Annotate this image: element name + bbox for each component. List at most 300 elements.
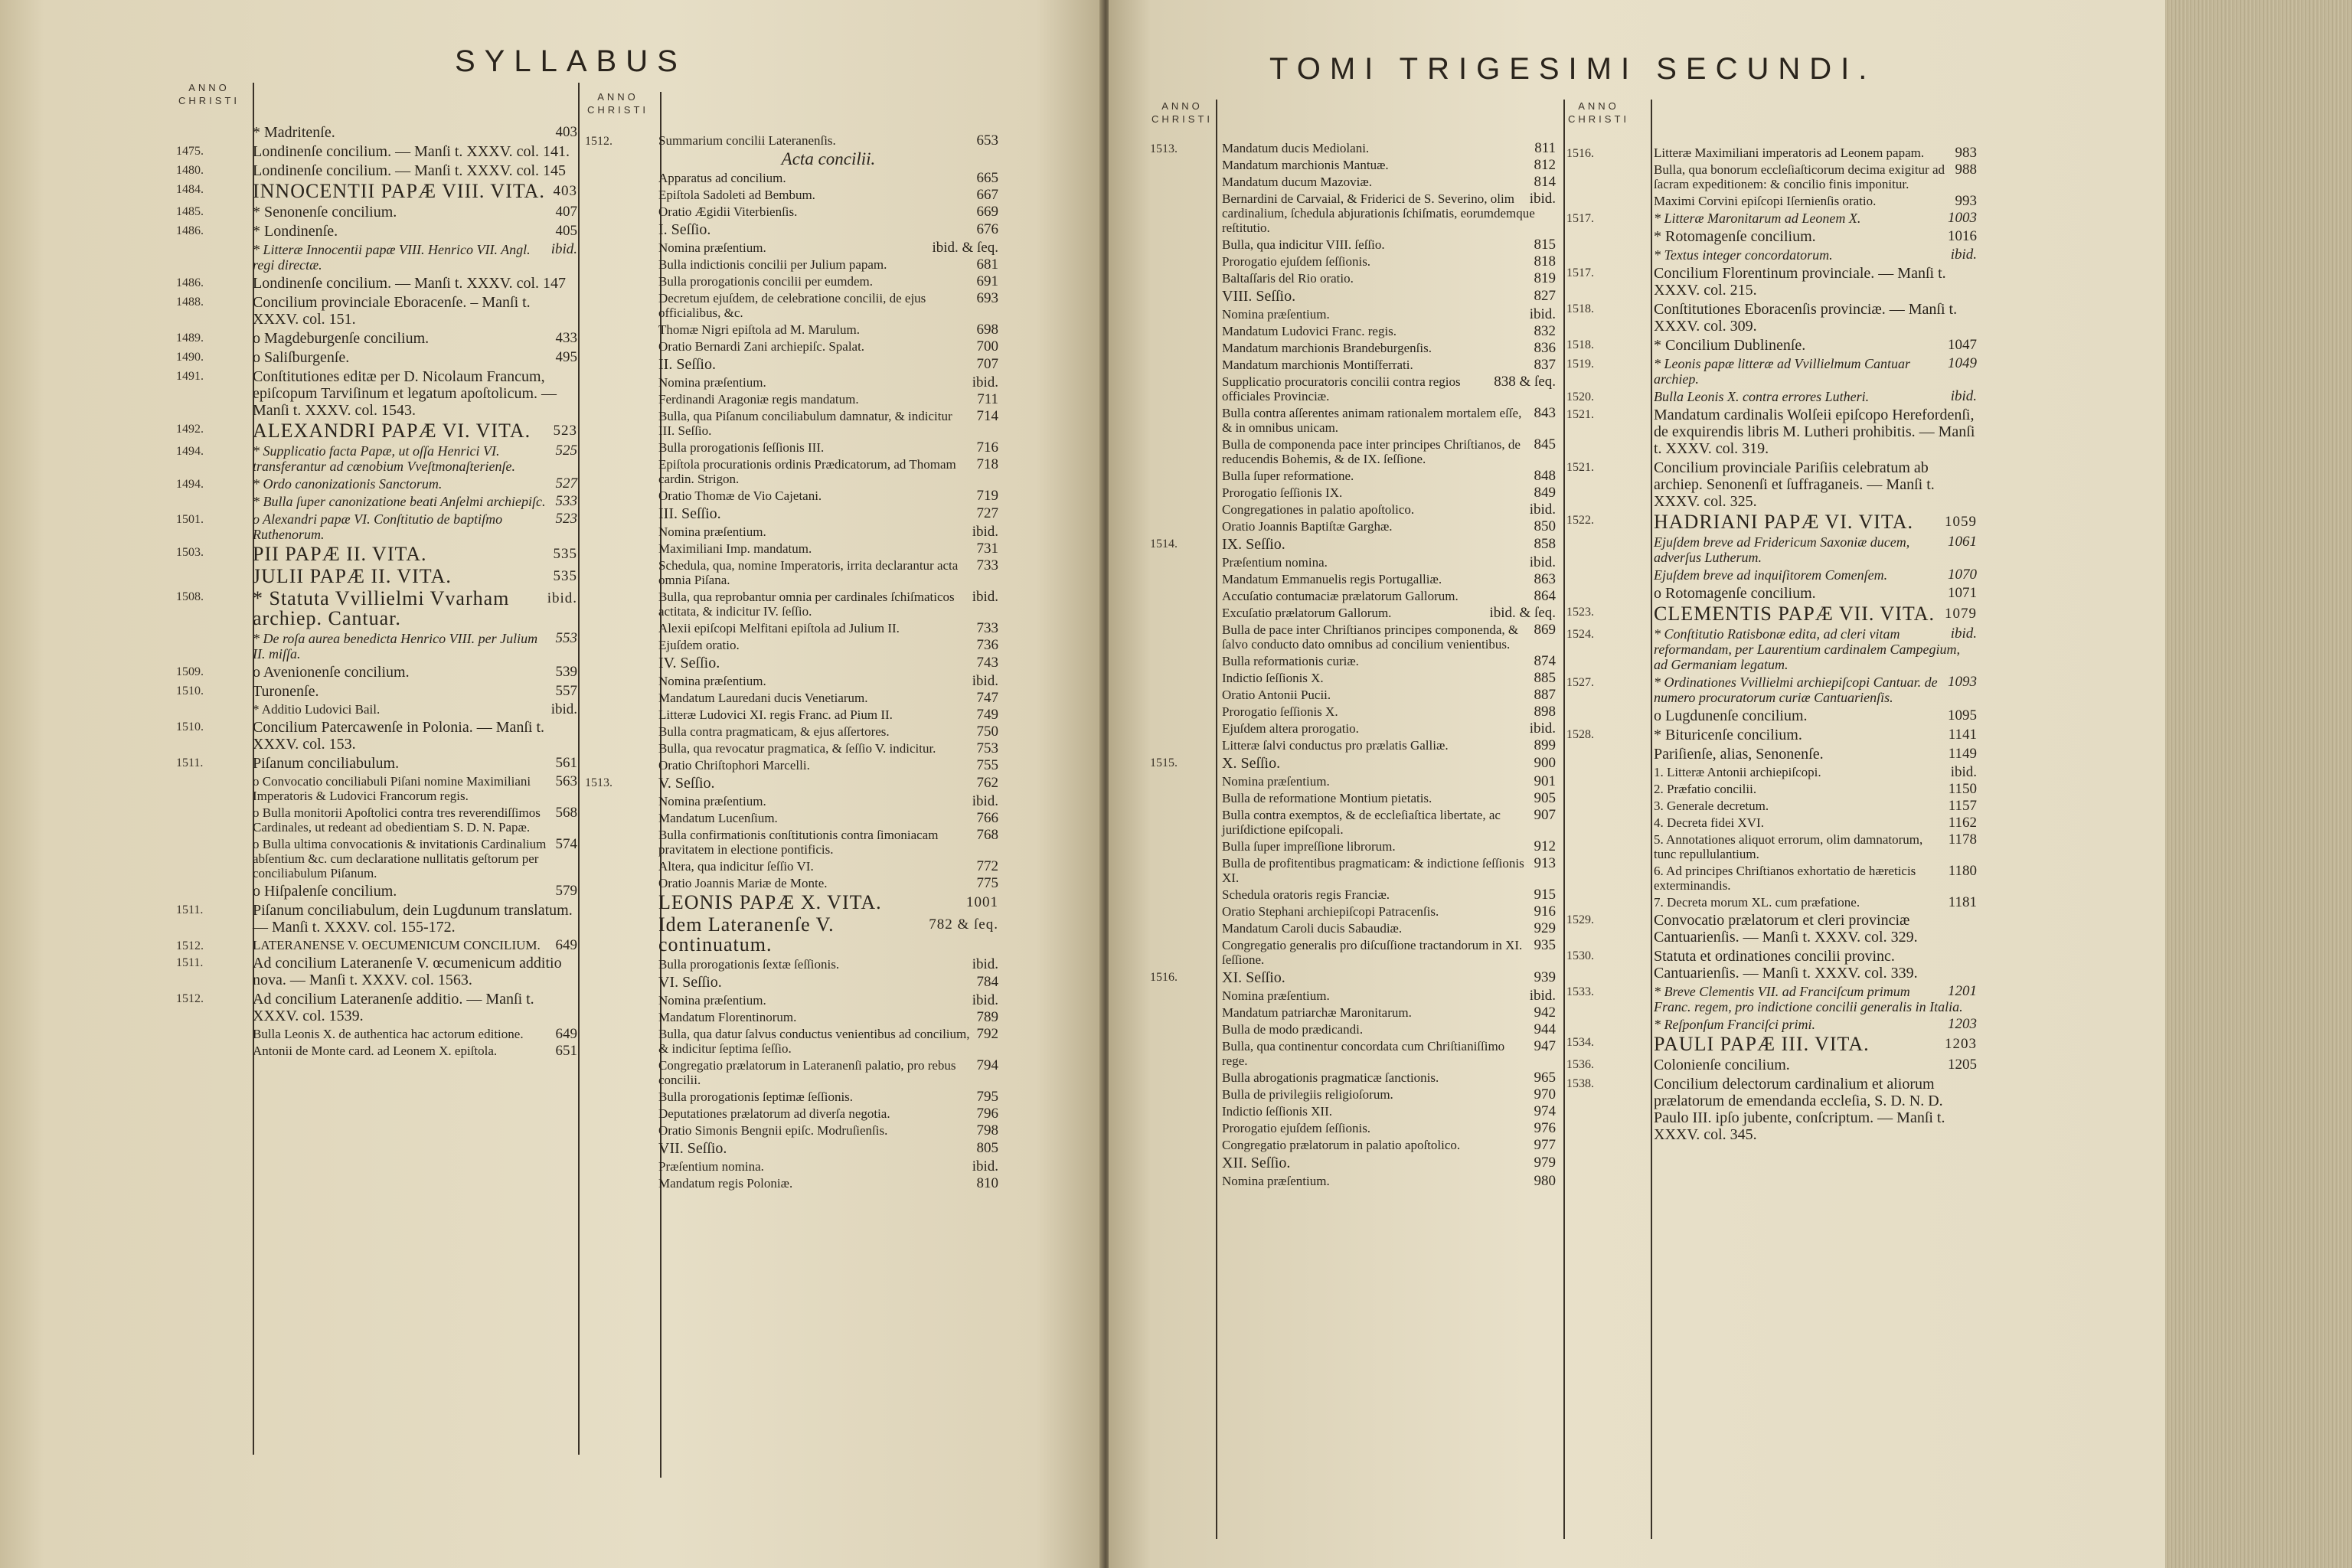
entry-text: [1222, 1005, 1556, 1020]
entry-text: [1222, 721, 1556, 736]
entry-page-number: ibid.: [1950, 764, 1977, 780]
entry-year: 1485.: [176, 205, 204, 218]
entry-label: Conſtitutiones editæ per D. Nicolaum Francum, epiſcopum Tarviſinum et legatum apoſtolicum. — Manſi t. XXXV. col. 1543.: [253, 368, 557, 419]
index-entry: [1566, 534, 1977, 565]
entry-text: [253, 631, 577, 662]
entry-page-number: 743: [976, 655, 998, 671]
entry-year: 1527.: [1566, 676, 1594, 689]
entry-page-number: 805: [976, 1140, 998, 1156]
entry-label: * Ordinationes Vvillielmi archiepiſcopi Cantuar. de numero procuratorum curiæ Cantuarienſis.: [1654, 675, 1938, 705]
index-entry: [585, 257, 998, 272]
entry-page-number: ibid.: [1950, 626, 1977, 642]
entry-label: PII PAPÆ II. VITA.: [253, 543, 427, 565]
entry-label: 2. Præfatio concilii.: [1654, 782, 1757, 796]
entry-text: [253, 275, 577, 292]
index-entry: [176, 755, 577, 772]
index-entry: [1566, 815, 1977, 830]
index-entry: [1150, 1039, 1556, 1068]
entry-page-number: 1157: [1948, 798, 1977, 814]
entry-label: * Londinenſe.: [253, 223, 338, 240]
index-entry: [585, 339, 998, 354]
entry-year: 1521.: [1566, 461, 1594, 474]
entry-label: Congregatio generalis pro diſcuſſione tractandorum in XI. ſeſſione.: [1222, 938, 1523, 967]
entry-page-number: 979: [1534, 1155, 1556, 1171]
entry-label: IX. Seſſio.: [1222, 536, 1285, 553]
entry-page-number: 1180: [1948, 863, 1977, 879]
index-entry: [1566, 247, 1977, 263]
entry-text: [658, 440, 998, 455]
index-entry: [1566, 675, 1977, 705]
entry-text: [1654, 765, 1977, 779]
entry-year: 1511.: [176, 903, 204, 916]
index-entry: [1150, 721, 1556, 736]
entry-year: 1517.: [1566, 212, 1594, 225]
entry-text: [1654, 145, 1977, 160]
entry-text: [253, 162, 577, 179]
entry-page-number: 836: [1534, 340, 1556, 356]
entry-page-number: ibid.: [550, 241, 577, 257]
entry-year: 1510.: [176, 684, 204, 697]
entry-label: * Senonenſe concilium.: [253, 204, 397, 220]
entry-label: 1. Litteræ Antonii archiepiſcopi.: [1654, 765, 1821, 779]
entry-text: [1222, 158, 1556, 172]
entry-text: [1222, 502, 1556, 517]
entry-page-number: 874: [1534, 653, 1556, 669]
entry-label: Præſentium nomina.: [1222, 555, 1328, 570]
entry-text: [1222, 654, 1556, 668]
index-entry: [1566, 512, 1977, 532]
entry-label: Bulla ſuper reformatione.: [1222, 469, 1354, 483]
entry-label: VIII. Seſſio.: [1222, 288, 1296, 305]
entry-page-number: 832: [1534, 323, 1556, 339]
entry-page-number: 885: [1534, 670, 1556, 686]
entry-page-number: 900: [1534, 755, 1556, 771]
index-entry: [176, 955, 577, 988]
entry-text: [1654, 864, 1977, 893]
index-entry: [585, 974, 998, 991]
entry-page-number: 407: [555, 204, 577, 220]
entry-label: Supplicatio procuratoris concilii contra regios officiales Provinciæ.: [1222, 374, 1461, 403]
entry-page-number: 733: [976, 557, 998, 573]
entry-label: Mandatum Lucenſium.: [658, 811, 778, 825]
index-entry: [1566, 912, 1977, 946]
entry-page-number: 845: [1534, 436, 1556, 452]
index-entry: [1150, 158, 1556, 172]
index-entry: [176, 883, 577, 900]
entry-label: Baltaſſaris del Rio oratio.: [1222, 271, 1354, 286]
entry-label: Prorogatio ſeſſionis IX.: [1222, 485, 1343, 500]
entry-label: Epiſtola Sadoleti ad Bembum.: [658, 188, 815, 202]
index-entry: [1150, 606, 1556, 620]
entry-label: Mandatum marchionis Montiſferrati.: [1222, 358, 1413, 372]
anno-christi-label: ANNO CHRISTI: [587, 91, 648, 116]
entry-page-number: 863: [1534, 571, 1556, 587]
index-entry: [1566, 1017, 1977, 1032]
entry-page-number: 814: [1534, 174, 1556, 190]
index-entry: [1150, 1104, 1556, 1119]
index-entry: [585, 859, 998, 874]
entry-text: [658, 1010, 998, 1024]
entry-page-number: ibid. & ſeq.: [932, 240, 998, 256]
entry-label: Mandatum Ludovici Franc. regis.: [1222, 324, 1397, 338]
entry-text: [1654, 337, 1977, 354]
entry-text: [658, 505, 998, 522]
entry-label: * Statuta Vvillielmi Vvarham archiep. Cantuar.: [253, 587, 510, 629]
index-entry: [1150, 141, 1556, 155]
entry-text: [253, 124, 577, 141]
index-entry: [585, 274, 998, 289]
index-entry: [585, 541, 998, 556]
entry-label: Bulla contra pragmaticam, & ejus aſſertores.: [658, 724, 890, 739]
entry-page-number: 535: [553, 546, 577, 562]
entry-page-number: 1061: [1948, 534, 1977, 550]
entry-text: [658, 775, 998, 792]
entry-page-number: 568: [555, 805, 577, 821]
entry-label: * Textus integer concordatorum.: [1654, 247, 1833, 263]
entry-page-number: 1178: [1948, 831, 1977, 848]
entry-page-number: 993: [1955, 193, 1977, 209]
entry-text: [253, 567, 577, 586]
entry-label: PAULI PAPÆ III. VITA.: [1654, 1033, 1870, 1055]
entry-page-number: 533: [555, 493, 577, 509]
entry-text: [658, 1140, 998, 1157]
entry-text: [1222, 688, 1556, 702]
entry-label: Mandatum regis Poloniæ.: [658, 1176, 793, 1191]
anno-christi-label: ANNO CHRISTI: [1152, 100, 1213, 125]
entry-year: 1514.: [1150, 537, 1178, 550]
entry-text: [658, 724, 998, 739]
index-entry: [1566, 585, 1977, 602]
entry-page-number: 539: [555, 664, 577, 680]
entry-text: [1654, 567, 1977, 583]
index-entry: [1566, 407, 1977, 457]
entry-page-number: ibid.: [550, 701, 577, 717]
index-entry: [1150, 839, 1556, 854]
entry-label: o Rotomagenſe concilium.: [1654, 585, 1816, 602]
entry-page-number: 405: [555, 223, 577, 239]
entry-label: Concilium provinciale Eboracenſe. – Manſi t. XXXV. col. 151.: [253, 294, 531, 328]
entry-page-number: 1181: [1948, 894, 1977, 910]
index-entry: [585, 590, 998, 619]
entry-text: [658, 741, 998, 756]
entry-label: Thomæ Nigri epiſtola ad M. Marulum.: [658, 322, 860, 337]
entry-page-number: 755: [976, 757, 998, 773]
entry-page-number: 810: [976, 1175, 998, 1191]
entry-text: [1654, 228, 1977, 245]
entry-label: Deputationes prælatorum ad diverſa negotia.: [658, 1106, 890, 1121]
index-entry: [585, 674, 998, 688]
entry-text: [253, 511, 577, 542]
entry-label: Decretum ejuſdem, de celebratione concilii, de ejus officialibus, &c.: [658, 291, 926, 320]
index-entry: [585, 621, 998, 635]
entry-page-number: 869: [1534, 622, 1556, 638]
entry-page-number: 795: [976, 1089, 998, 1105]
entry-year: 1529.: [1566, 913, 1594, 926]
entry-text: [1222, 606, 1556, 620]
entry-text: [658, 457, 998, 486]
entry-year: 1516.: [1150, 971, 1178, 984]
index-entry: [585, 505, 998, 522]
index-entry: [585, 876, 998, 890]
entry-label: Bulla de componenda pace inter principes Chriſtianos, de reducendis Bohemis, & de IX. ſeſſione.: [1222, 437, 1521, 466]
entry-text: [253, 991, 577, 1024]
entry-label: Oratio Joannis Baptiſtæ Garghæ.: [1222, 519, 1393, 534]
entry-text: [1654, 265, 1977, 299]
index-entry: [1150, 1174, 1556, 1188]
index-entry: [1150, 469, 1556, 483]
index-entry: [1150, 938, 1556, 967]
entry-label: * Concilium Dublinenſe.: [1654, 337, 1806, 354]
index-entry: [176, 124, 577, 141]
entry-text: [1222, 358, 1556, 372]
entry-text: [1654, 1057, 1977, 1073]
entry-label: Londinenſe concilium. — Manſi t. XXXV. col. 145: [253, 162, 567, 179]
index-entry: [1150, 555, 1556, 570]
entry-page-number: ibid.: [1529, 988, 1556, 1004]
entry-text: [658, 188, 998, 202]
entry-label: Convocatio prælatorum et cleri provinciæ Cantuarienſis. — Manſi t. XXXV. col. 329.: [1654, 912, 1918, 946]
index-column: [1566, 145, 1977, 1145]
entry-text: [253, 664, 577, 681]
index-entry: [585, 758, 998, 773]
entry-text: [1222, 374, 1556, 403]
index-entry: [176, 294, 577, 328]
entry-text: [658, 221, 998, 238]
entry-label: Bulla Leonis X. contra errores Lutheri.: [1654, 389, 1870, 404]
entry-text: [1222, 969, 1556, 986]
index-entry: [176, 1044, 577, 1058]
entry-text: [1654, 194, 1977, 208]
entry-text: [1222, 1121, 1556, 1135]
entry-page-number: 912: [1534, 838, 1556, 854]
entry-page-number: 553: [555, 630, 577, 646]
entry-label: Bulla confirmationis conſtitutionis contra ſimoniacam pravitatem in electione pontificis.: [658, 828, 939, 857]
entry-page-number: 965: [1534, 1070, 1556, 1086]
entry-label: Oratio Simonis Bengnii epiſc. Modruſienſis.: [658, 1123, 888, 1138]
entry-label: * Leonis papæ litteræ ad Vvillielmum Cantuar archiep.: [1654, 356, 1911, 387]
entry-page-number: 784: [976, 974, 998, 990]
index-entry: [1150, 1070, 1556, 1085]
entry-text: [253, 837, 577, 880]
index-entry: [176, 421, 577, 441]
entry-year: 1518.: [1566, 302, 1594, 315]
index-entry: [585, 409, 998, 438]
entry-page-number: 749: [976, 707, 998, 723]
entry-label: o Hiſpalenſe concilium.: [253, 883, 397, 900]
entry-label: Piſanum conciliabulum, dein Lugdunum translatum. — Manſi t. XXXV. col. 155-172.: [253, 902, 573, 936]
entry-page-number: 653: [976, 132, 998, 149]
anno-christi-label: ANNO CHRISTI: [178, 82, 240, 106]
entry-page-number: 714: [976, 408, 998, 424]
entry-page-number: 798: [976, 1122, 998, 1138]
entry-text: [253, 955, 577, 988]
entry-label: INNOCENTII PAPÆ VIII. VITA.: [253, 180, 545, 202]
index-entry: [1566, 604, 1977, 624]
index-entry: [1150, 738, 1556, 753]
index-entry: [1150, 1121, 1556, 1135]
entry-year: 1519.: [1566, 358, 1594, 371]
index-entry: [176, 511, 577, 542]
entry-label: Mandatum Florentinorum.: [658, 1010, 797, 1024]
index-entry: [1150, 654, 1556, 668]
entry-text: [1222, 307, 1556, 322]
index-entry: [176, 774, 577, 803]
entry-text: [1654, 585, 1977, 602]
entry-page-number: ibid.: [1950, 388, 1977, 404]
index-entry: [585, 1123, 998, 1138]
entry-text: [1222, 254, 1556, 269]
index-entry: [1150, 1138, 1556, 1152]
entry-text: [1654, 247, 1977, 263]
index-entry: [1150, 688, 1556, 702]
index-entry: [1150, 519, 1556, 534]
entry-page-number: 772: [976, 858, 998, 874]
entry-text: [658, 392, 998, 407]
index-entry: [1566, 194, 1977, 208]
index-entry: [1566, 145, 1977, 160]
index-entry: [1566, 356, 1977, 387]
index-entry: [1566, 832, 1977, 861]
entry-label: Concilium Florentinum provinciale. — Manſi t. XXXV. col. 215.: [1654, 265, 1946, 299]
entry-page-number: 523: [555, 511, 577, 527]
entry-label: Prorogatio ejuſdem ſeſſionis.: [1222, 1121, 1371, 1135]
index-entry: [1150, 536, 1556, 553]
entry-text: [1222, 1039, 1556, 1068]
entry-page-number: 812: [1534, 157, 1556, 173]
entry-text: [1222, 288, 1556, 305]
index-entry: [1150, 904, 1556, 919]
entry-year: 1488.: [176, 296, 204, 309]
entry-page-number: ibid.: [972, 1158, 998, 1174]
index-entry: [585, 655, 998, 671]
entry-text: [1222, 324, 1556, 338]
index-entry: [1566, 162, 1977, 191]
entry-page-number: ibid.: [972, 992, 998, 1008]
entry-label: Bulla, qua datur ſalvus conductus venientibus ad concilium, & indicitur ſeptima ſeſſio.: [658, 1027, 970, 1056]
index-entry: [1150, 358, 1556, 372]
entry-label: Bulla de profitentibus pragmaticam: & indictione ſeſſionis XI.: [1222, 856, 1524, 885]
entry-label: Oratio Ægidii Viterbienſis.: [658, 204, 798, 219]
entry-text: [1654, 912, 1977, 946]
index-entry: [585, 291, 998, 320]
index-entry: [585, 1140, 998, 1157]
index-entry: [1150, 271, 1556, 286]
entry-text: [1654, 1076, 1977, 1143]
entry-text: [658, 758, 998, 773]
entry-year: 1484.: [176, 183, 204, 196]
index-entry: [176, 181, 577, 201]
entry-text: [1654, 512, 1977, 532]
entry-label: VII. Seſſio.: [658, 1140, 727, 1157]
entry-text: [1654, 301, 1977, 335]
entry-text: [253, 1044, 577, 1058]
entry-page-number: 815: [1534, 237, 1556, 253]
entry-label: Oratio Stephani archiepiſcopi Patracenſis.: [1222, 904, 1439, 919]
index-entry: [1150, 1087, 1556, 1102]
entry-year: 1512.: [176, 992, 204, 1005]
index-entry: [585, 524, 998, 539]
index-entry: [585, 171, 998, 185]
index-entry: [1566, 459, 1977, 510]
index-entry: [176, 1027, 577, 1041]
entry-text: [1222, 191, 1556, 235]
entry-page-number: 849: [1534, 485, 1556, 501]
entry-text: [658, 1027, 998, 1056]
entry-text: [658, 638, 998, 652]
index-entry: [176, 938, 577, 952]
entry-label: Nomina præſentium.: [1222, 307, 1330, 322]
entry-label: LEONIS PAPÆ X. VITA.: [658, 891, 882, 913]
entry-year: 1511.: [176, 756, 204, 769]
entry-year: 1524.: [1566, 628, 1594, 641]
entry-text: [658, 876, 998, 890]
entry-label: Schedula oratoris regis Franciæ.: [1222, 887, 1390, 902]
index-entry: [176, 805, 577, 835]
entry-text: [1222, 704, 1556, 719]
entry-text: [1654, 1034, 1977, 1054]
entry-page-number: 848: [1534, 468, 1556, 484]
entry-text: [658, 240, 998, 255]
column-rule: [1563, 100, 1565, 1539]
entry-text: [658, 1159, 998, 1174]
entry-text: [658, 1176, 998, 1191]
entry-label: Prorogatio ejuſdem ſeſſionis.: [1222, 254, 1371, 269]
entry-page-number: ibid.: [1950, 247, 1977, 263]
right-page: [1109, 0, 2165, 1568]
entry-text: [658, 1089, 998, 1104]
entry-text: [1222, 887, 1556, 902]
index-entry: [1150, 254, 1556, 269]
entry-year: 1528.: [1566, 728, 1594, 741]
entry-label: Bulla contra exemptos, & de eccleſiaſtica libertate, ac juriſdictione epiſcopali.: [1222, 808, 1501, 837]
entry-label: o Magdeburgenſe concilium.: [253, 330, 430, 347]
entry-page-number: 433: [555, 330, 577, 346]
entry-page-number: 731: [976, 541, 998, 557]
left-page-title: SYLLABUS: [455, 44, 687, 78]
entry-text: [1654, 162, 1977, 191]
entry-page-number: 988: [1955, 162, 1977, 178]
index-entry: [585, 392, 998, 407]
entry-page-number: 818: [1534, 253, 1556, 270]
entry-text: [1222, 1104, 1556, 1119]
entry-page-number: 929: [1534, 920, 1556, 936]
entry-text: [1222, 622, 1556, 652]
index-entry: [1150, 791, 1556, 805]
index-entry: [1566, 1076, 1977, 1143]
index-entry: [176, 664, 577, 681]
index-entry: [1150, 288, 1556, 305]
entry-page-number: 1095: [1948, 707, 1977, 724]
index-entry: [176, 143, 577, 160]
entry-text: [658, 859, 998, 874]
entry-label: Bulla Leonis X. de authentica hac actorum editione.: [253, 1027, 524, 1041]
entry-year: 1486.: [176, 224, 204, 237]
entry-label: Pariſienſe, alias, Senonenſe.: [1654, 746, 1824, 763]
entry-year: 1515.: [1150, 756, 1178, 769]
index-entry: [585, 1058, 998, 1087]
entry-page-number: 649: [555, 937, 577, 953]
entry-text: [253, 544, 577, 564]
entry-label: ALEXANDRI PAPÆ VI. VITA.: [253, 420, 531, 442]
entry-label: Bulla prorogationis ſeptimæ ſeſſionis.: [658, 1089, 854, 1104]
entry-page-number: 1049: [1948, 355, 1977, 371]
entry-text: [1654, 407, 1977, 457]
entry-label: VI. Seſſio.: [658, 974, 722, 991]
entry-label: * Bituricenſe concilium.: [1654, 727, 1802, 743]
entry-text: [658, 893, 998, 913]
entry-page-number: 753: [976, 740, 998, 756]
entry-label: Bulla, qua revocatur pragmatica, & ſeſſio V. indicitur.: [658, 741, 936, 756]
